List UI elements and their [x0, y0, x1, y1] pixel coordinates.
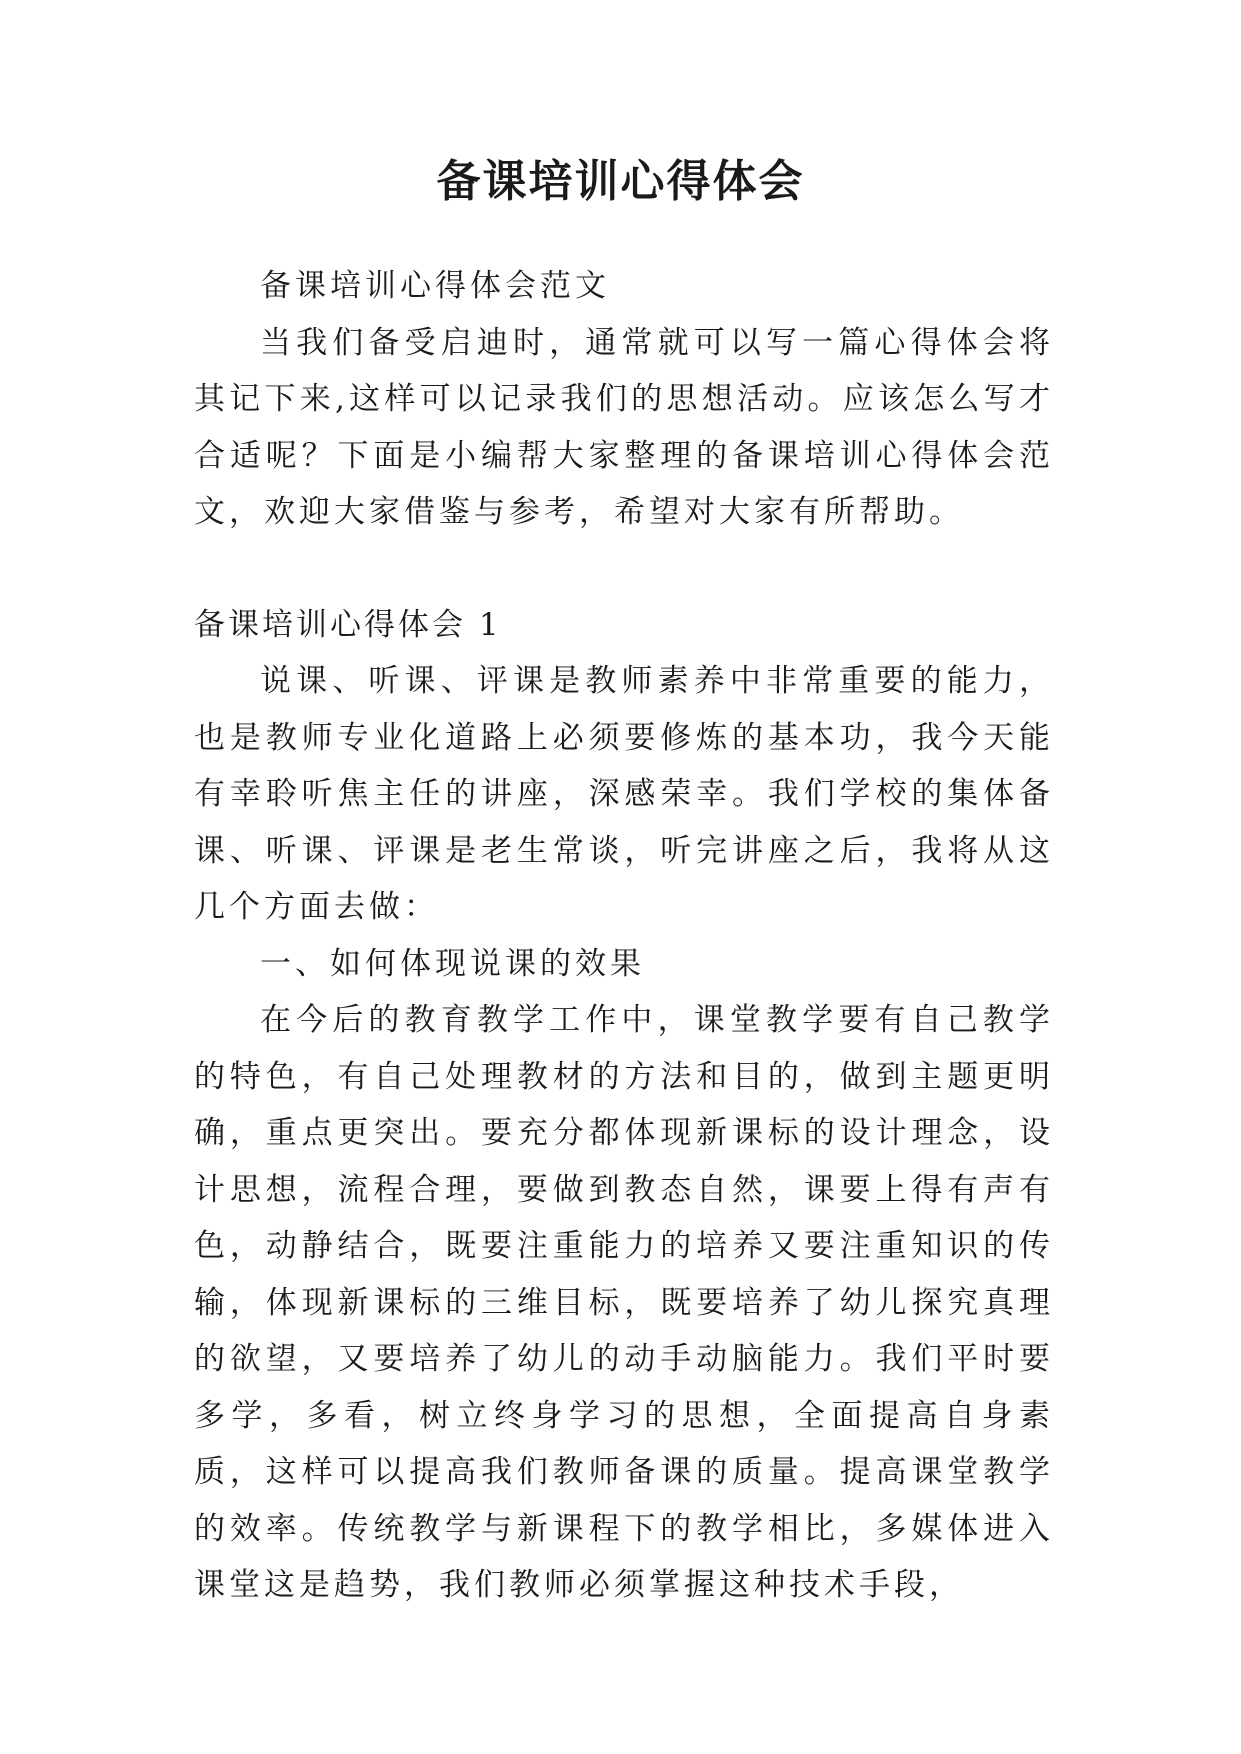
document-body — [194, 258, 1054, 1614]
subheading-paragraph: 一、如何体现说课的效果 — [260, 945, 645, 982]
subtitle-paragraph: 备课培训心得体会范文 — [260, 268, 610, 304]
body-paragraph-2: 在今后的教育教学工作中，课堂教学要有自己教学的特色，有自己处理教材的方法和目的，做到主题更明确，重点更突出。要充分都体现新课标的设计理念，设计思想，流程合理，要做到教态自然，课要上得有声有色，动静结合，既要注重能力的培养又要注重知识的传输，体现新课标的三维目标，既要培养了幼儿探究真理的欲望，又要培养了幼儿的动手动脑能力。我们平时要多学，多看，树立终身学习的思想，全面提高自身素质，这样可以提高我们教师备课的质量。提高课堂教学的效率。传统教学与新课程下的教学相比，多媒体进入课堂这是趋势，我们教师必须掌握这种技术手段， — [194, 1002, 1054, 1603]
body-paragraph-1: 说课、听课、评课是教师素养中非常重要的能力，也是教师专业化道路上必须要修炼的基本功，我今天能有幸聆听焦主任的讲座，深感荣幸。我们学校的集体备课、听课、评课是老生常谈，听完讲座之后，我将从这几个方面去做： — [194, 663, 1054, 925]
section-heading: 备课培训心得体会 1 — [194, 606, 502, 643]
paragraph-gap — [194, 541, 1054, 597]
document-title: 备课培训心得体会 — [436, 156, 805, 207]
intro-paragraph: 当我们备受启迪时，通常就可以写一篇心得体会将其记下来,这样可以记录我们的思想活动。应该怎么写才合适呢？下面是小编帮大家整理的备课培训心得体会范文，欢迎大家借鉴与参考，希望对大家有所帮助。 — [194, 324, 1054, 530]
